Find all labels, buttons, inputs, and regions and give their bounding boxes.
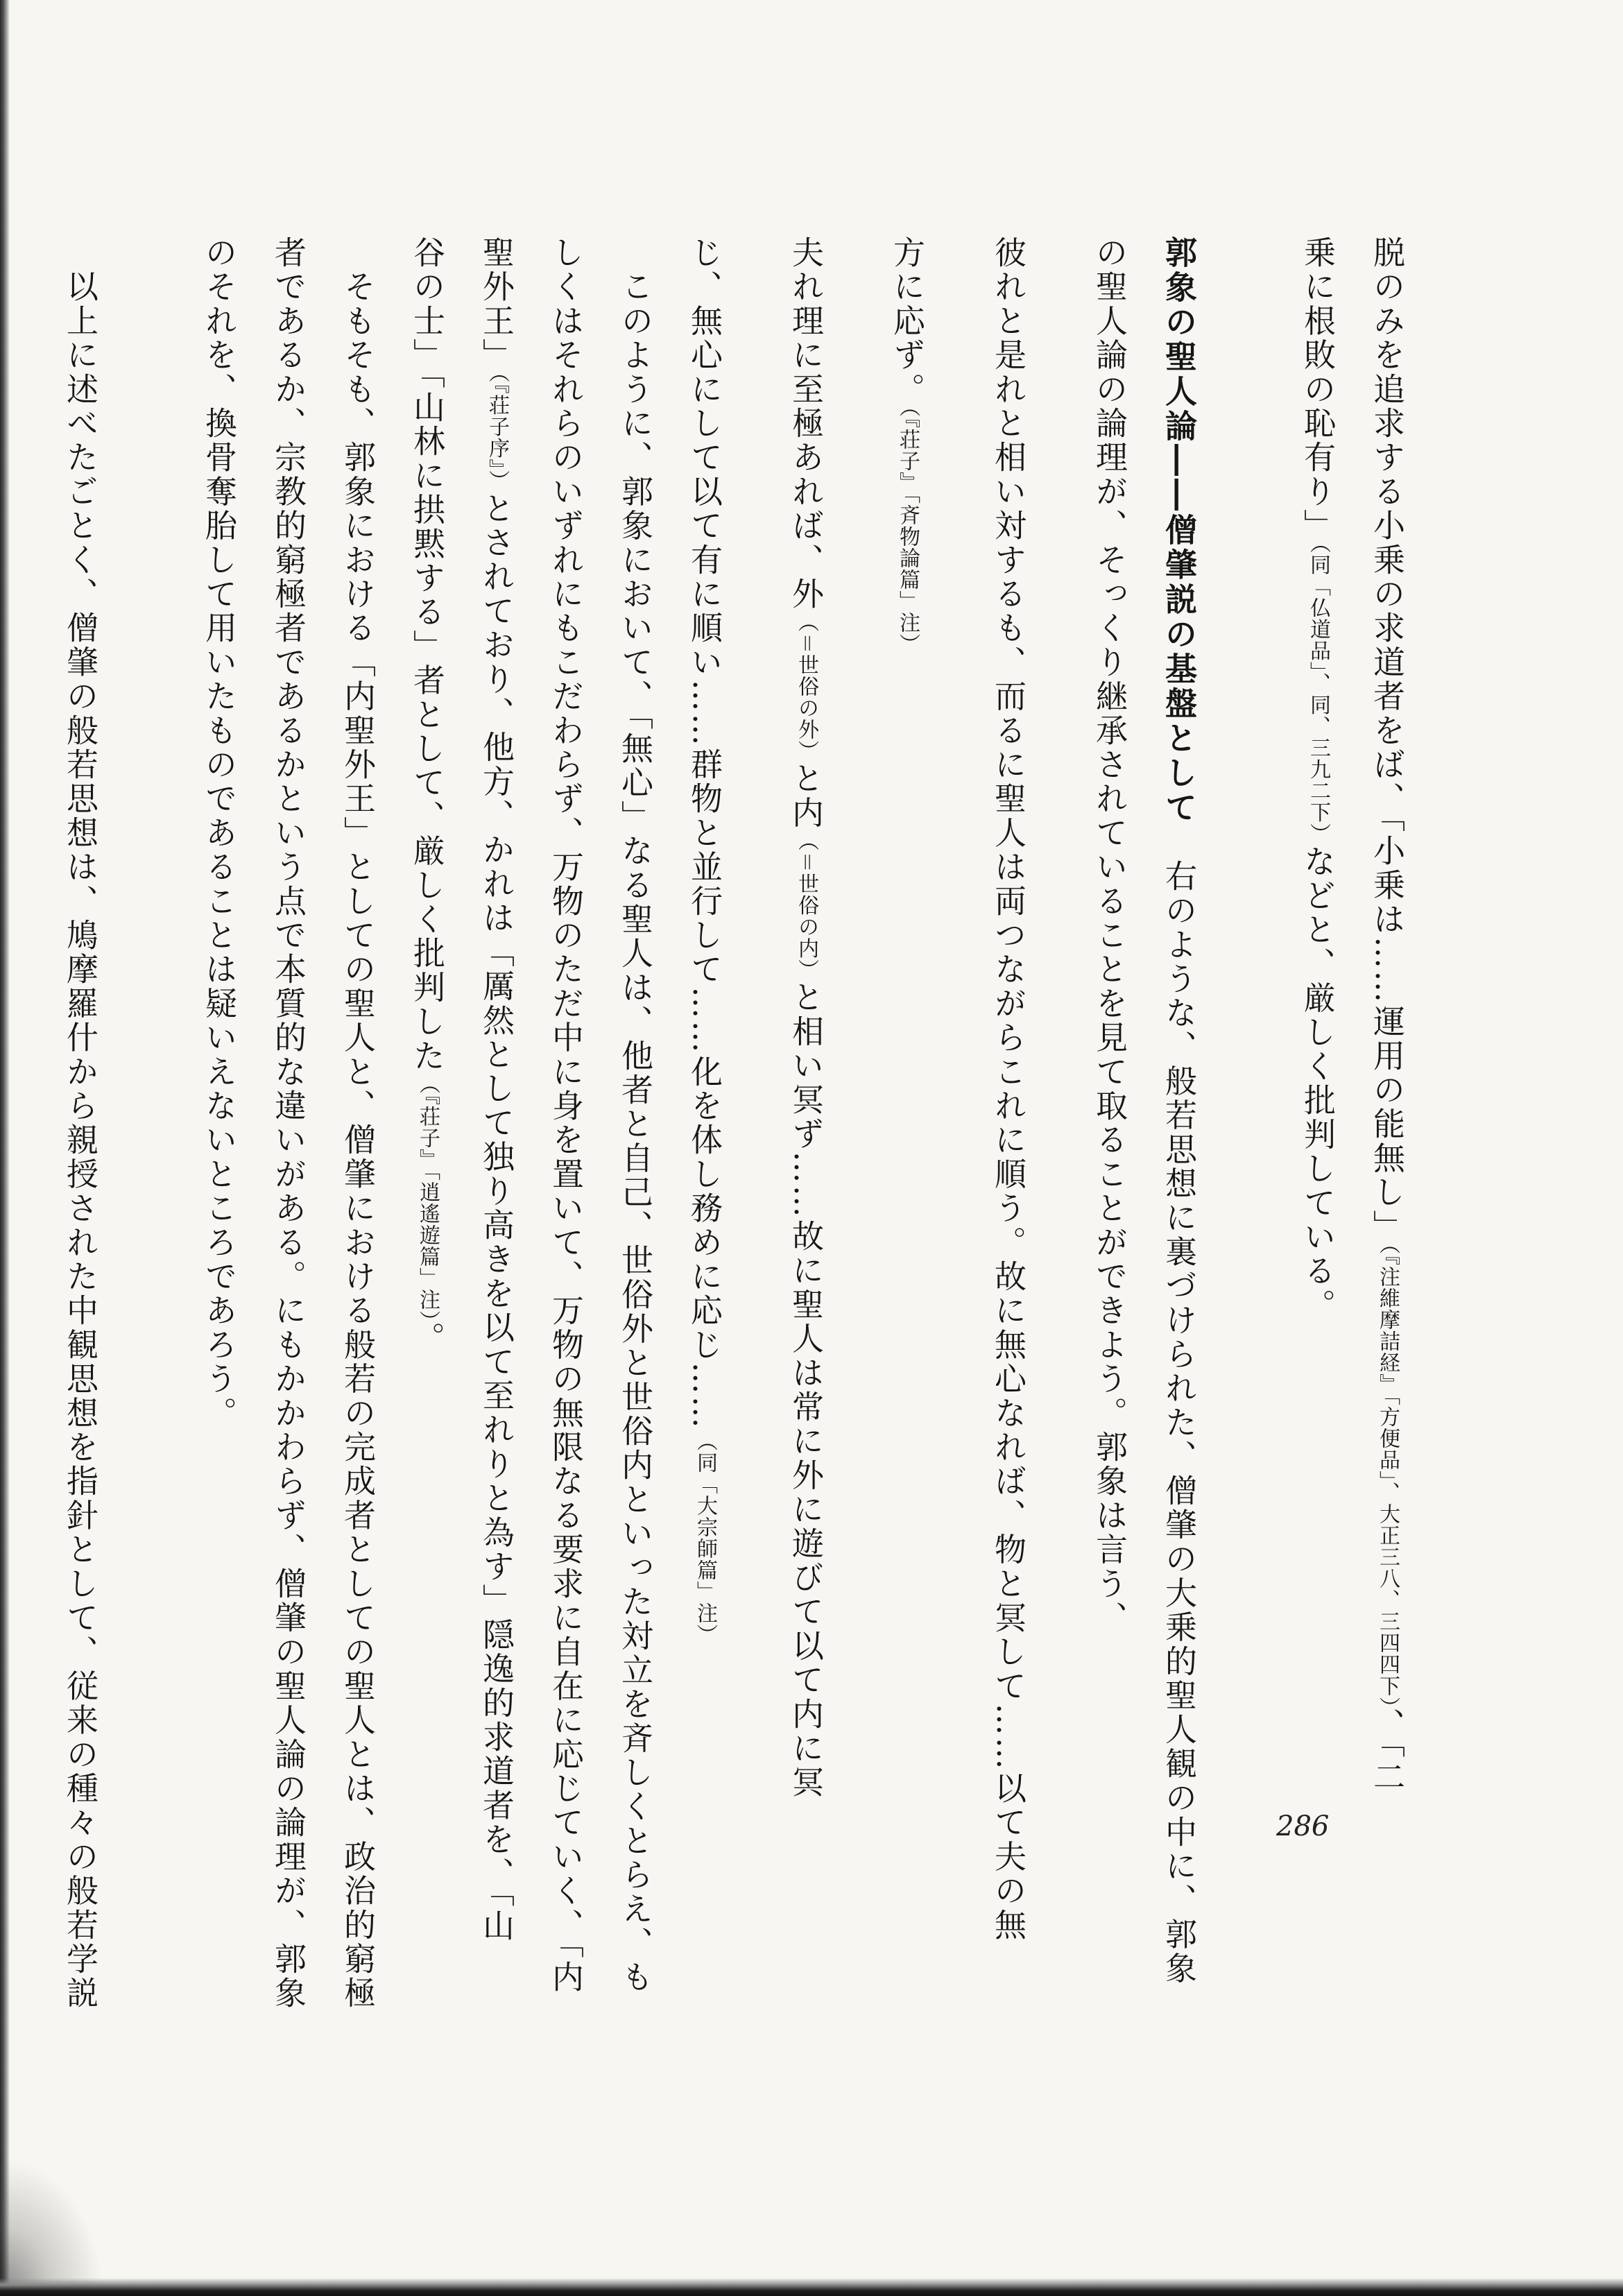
text-run: 谷の士」「山林に拱黙する」者として、厳しく批判した — [409, 236, 446, 1073]
scan-edge-left — [0, 0, 10, 2296]
text-line — [1352, 236, 1422, 2019]
text-line — [974, 236, 1075, 2019]
citation-note: （『荘子序』） — [485, 372, 509, 492]
text-run: じ、無心にして以て有に順い……群物と並行して……化を体し務めに応じ…… — [686, 236, 723, 1430]
text-run: 者であるか、宗教的窮極者であるかという点で本質的な違いがある。にもかかわらず、僧肇の聖人論の論理が、郭象 — [270, 236, 307, 2011]
text-run: 夫れ理に至極あれば、外 — [787, 236, 825, 612]
text-line — [670, 236, 771, 2019]
text-line — [254, 236, 323, 2019]
text-line — [1283, 236, 1352, 2019]
text-run: と相い冥ず……故に聖人は常に外に遊びて以て内に冥 — [787, 980, 825, 1800]
text-line — [115, 236, 184, 2019]
page-number: 286 — [1276, 1810, 1330, 1842]
citation-note: （同「仏道品」、同、三九二下） — [1306, 542, 1330, 845]
text-run: と内 — [787, 762, 825, 830]
citation-note: （『注維摩詰経』「方便品」、大正三八、三四四下） — [1375, 1244, 1400, 1708]
text-line — [531, 236, 601, 2019]
citation-note: （『荘子』「斉物論篇」注） — [895, 406, 920, 655]
text-run: 。 — [409, 1321, 446, 1356]
text-run: しくはそれらのいずれにもこだわらず、万物のただ中に身を置いて、万物の無限なる要求に自在に応じていく、「内 — [547, 236, 585, 1995]
text-run: 脱のみを追求する小乗の求道者をば、「小乗は……運用の能無し」 — [1368, 236, 1406, 1244]
text-run: のそれを、換骨奪胎して用いたものであることは疑いえないところであろう。 — [200, 236, 238, 1430]
text-line — [184, 236, 254, 2019]
text-line — [462, 236, 531, 2019]
text-line — [601, 236, 670, 2019]
citation-note: （＝世俗の外） — [794, 611, 818, 762]
text-line — [1075, 236, 1144, 2019]
text-line — [393, 236, 462, 2019]
text-run: 彼れと是れと相い対するも、而るに聖人は両つながらこれに順う。故に無心なれば、物と冥して……以て夫の無 — [990, 236, 1027, 1942]
citation-note: （＝世俗の内） — [794, 830, 818, 981]
text-run: 以上に述べたごとく、僧肇の般若思想は、鳩摩羅什から親授された中観思想を指針として、従来の種々の般若学説 — [62, 236, 99, 2011]
text-line — [1144, 236, 1214, 2019]
body-text — [62, 236, 1422, 2019]
text-line — [46, 236, 115, 2019]
text-run: の聖人論の論理が、そっくり継承されていることを見て取ることができよう。郭象は言う、 — [1091, 236, 1128, 1636]
text-line — [873, 236, 974, 2019]
text-run: とされており、他方、かれは「厲然として独り高きを以て至れりと為す」隠逸的求道者を、「山 — [478, 491, 515, 1944]
text-run: 、「二 — [1368, 1708, 1406, 1794]
text-run: そもそも、郭象における「内聖外王」としての聖人と、僧肇における般若の完成者としての聖人とは、政治的窮極 — [339, 236, 377, 2011]
scan-smudge — [0, 2157, 104, 2296]
text-run: 聖外王」 — [478, 236, 515, 372]
text-run: 方に応ず。 — [888, 236, 926, 406]
text-line — [323, 236, 393, 2019]
citation-note: （同「大宗師篇」注） — [693, 1430, 717, 1645]
text-run: 乗に根敗の恥有り」 — [1299, 236, 1337, 543]
section-heading: 郭象の聖人論――僧肇説の基盤として — [1160, 236, 1198, 825]
text-line — [1214, 236, 1283, 2019]
citation-note: （『荘子』「逍遙遊篇」注） — [415, 1073, 440, 1321]
text-run: 右のような、般若思想に裏づけられた、僧肇の大乗的聖人観の中に、郭象 — [1160, 825, 1198, 1986]
text-run: このように、郭象において、「無心」なる聖人は、他者と自己、世俗外と世俗内といった対立を斉しくとらえ、も — [617, 236, 654, 1995]
scan-edge-bottom — [0, 2278, 1623, 2296]
text-line — [771, 236, 873, 2019]
text-run: などと、厳しく批判している。 — [1299, 844, 1337, 1323]
